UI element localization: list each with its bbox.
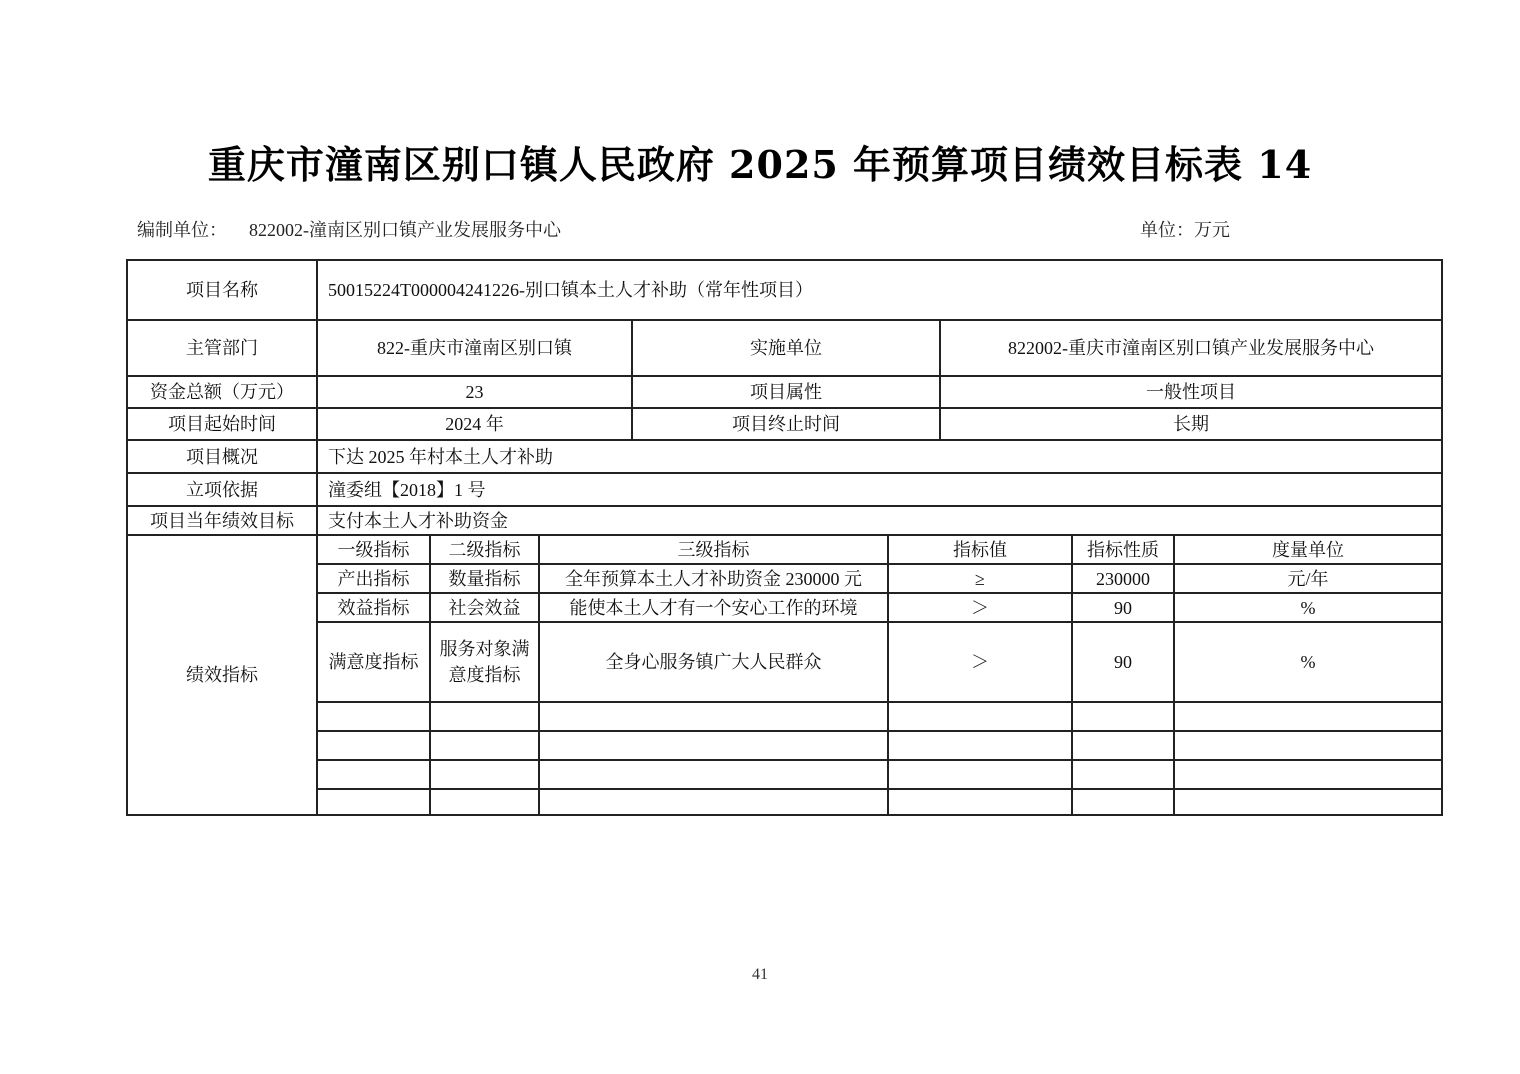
target-value-cell: 90 [1072, 622, 1174, 702]
header-level1: 一级指标 [317, 535, 430, 564]
indicator-row [127, 622, 1442, 702]
level2-cell: 社会效益 [430, 593, 539, 622]
indicator-section-label: 绩效指标 [127, 535, 317, 815]
empty-cell [1072, 789, 1174, 815]
fund-label: 资金总额（万元） [127, 376, 317, 408]
empty-cell [1072, 731, 1174, 760]
compiling-unit-value: 822002-潼南区别口镇产业发展服务中心 [249, 220, 561, 240]
level3-cell: 全年预算本土人才补助资金 230000 元 [539, 564, 888, 593]
page-title: 重庆市潼南区别口镇人民政府 2025 年预算项目绩效目标表 14 [207, 142, 1313, 187]
performance-target-table [126, 259, 1443, 816]
impl-value: 822002-重庆市潼南区别口镇产业发展服务中心 [940, 320, 1442, 376]
empty-cell [539, 789, 888, 815]
measure-unit-cell: % [1174, 593, 1442, 622]
empty-cell [1072, 760, 1174, 789]
empty-cell [430, 789, 539, 815]
compiling-unit [137, 216, 561, 242]
summary-row [127, 440, 1442, 473]
empty-cell [430, 760, 539, 789]
goal-row [127, 506, 1442, 535]
empty-cell [1174, 731, 1442, 760]
empty-cell [430, 702, 539, 731]
attr-value: 一般性项目 [940, 376, 1442, 408]
start-label: 项目起始时间 [127, 408, 317, 440]
operator-cell: ＞ [888, 593, 1072, 622]
target-value-cell: 230000 [1072, 564, 1174, 593]
indicator-row [127, 564, 1442, 593]
empty-cell [888, 702, 1072, 731]
indicator-header-row [127, 535, 1442, 564]
level3-cell: 能使本土人才有一个安心工作的环境 [539, 593, 888, 622]
level2-cell: 服务对象满意度指标 [430, 622, 539, 702]
empty-cell [317, 731, 430, 760]
empty-cell [430, 731, 539, 760]
project-name-label: 项目名称 [127, 260, 317, 320]
level3-cell: 全身心服务镇广大人民群众 [539, 622, 888, 702]
summary-value: 下达 2025 年村本土人才补助 [317, 440, 1442, 473]
basis-row [127, 473, 1442, 506]
compiling-unit-label: 编制单位： [137, 220, 227, 240]
empty-cell [1174, 789, 1442, 815]
start-value: 2024 年 [317, 408, 632, 440]
header-nature: 指标性质 [1072, 535, 1174, 564]
empty-indicator-row [127, 731, 1442, 760]
fund-value: 23 [317, 376, 632, 408]
empty-cell [317, 789, 430, 815]
level1-cell: 满意度指标 [317, 622, 430, 702]
empty-cell [539, 731, 888, 760]
empty-cell [888, 731, 1072, 760]
level1-cell: 效益指标 [317, 593, 430, 622]
header-value: 指标值 [888, 535, 1072, 564]
fund-row [127, 376, 1442, 408]
impl-label: 实施单位 [632, 320, 940, 376]
empty-cell [1174, 702, 1442, 731]
header-level3: 三级指标 [539, 535, 888, 564]
empty-cell [1174, 760, 1442, 789]
level1-cell: 产出指标 [317, 564, 430, 593]
summary-label: 项目概况 [127, 440, 317, 473]
level2-cell: 数量指标 [430, 564, 539, 593]
project-name-row [127, 260, 1442, 320]
currency-unit: 单位：万元 [1140, 220, 1230, 240]
header-unit: 度量单位 [1174, 535, 1442, 564]
empty-cell [888, 789, 1072, 815]
empty-cell [539, 702, 888, 731]
measure-unit-cell: % [1174, 622, 1442, 702]
dept-value: 822-重庆市潼南区别口镇 [317, 320, 632, 376]
end-label: 项目终止时间 [632, 408, 940, 440]
basis-label: 立项依据 [127, 473, 317, 506]
dept-label: 主管部门 [127, 320, 317, 376]
empty-indicator-row [127, 702, 1442, 731]
empty-cell [539, 760, 888, 789]
empty-cell [317, 702, 430, 731]
project-name-value: 50015224T000004241226-别口镇本土人才补助（常年性项目） [317, 260, 1442, 320]
basis-value: 潼委组【2018】1 号 [317, 473, 1442, 506]
empty-indicator-row [127, 760, 1442, 789]
indicator-row [127, 593, 1442, 622]
period-row [127, 408, 1442, 440]
header-level2: 二级指标 [430, 535, 539, 564]
empty-indicator-row [127, 789, 1442, 815]
empty-cell [1072, 702, 1174, 731]
empty-cell [888, 760, 1072, 789]
target-value-cell: 90 [1072, 593, 1174, 622]
attr-label: 项目属性 [632, 376, 940, 408]
measure-unit-cell: 元/年 [1174, 564, 1442, 593]
end-value: 长期 [940, 408, 1442, 440]
department-row [127, 320, 1442, 376]
goal-value: 支付本土人才补助资金 [317, 506, 1442, 535]
page-number: 41 [752, 966, 768, 983]
empty-cell [317, 760, 430, 789]
operator-cell: ≥ [888, 564, 1072, 593]
operator-cell: ＞ [888, 622, 1072, 702]
goal-label: 项目当年绩效目标 [127, 506, 317, 535]
